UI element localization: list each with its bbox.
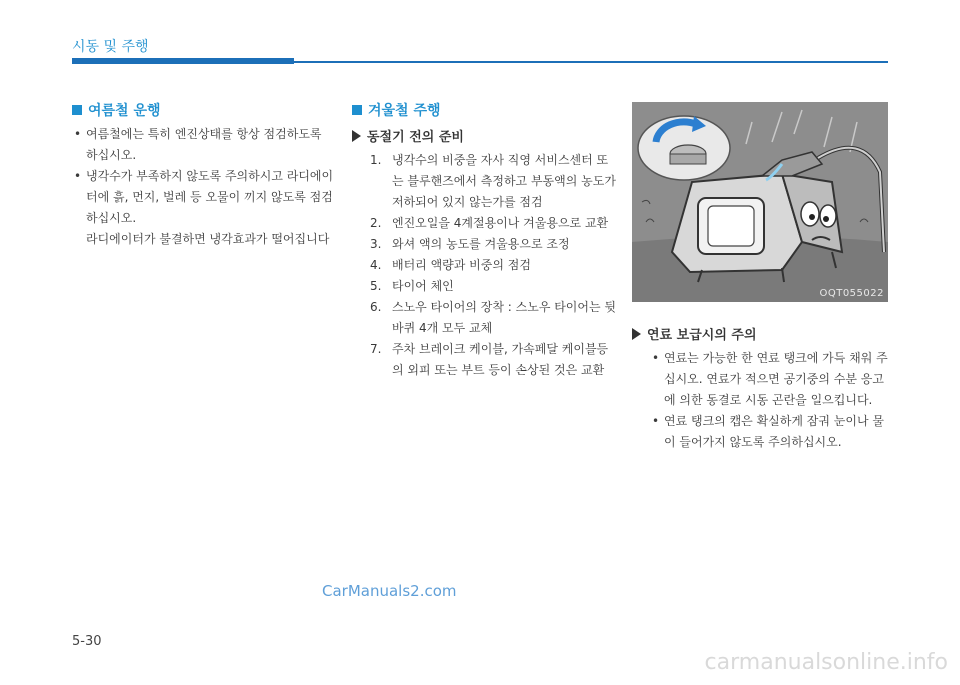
numbered-item: 3. 와셔 액의 농도를 겨울용으로 조정 (370, 237, 570, 251)
list-item: • 여름철에는 특히 엔진상태를 항상 점검하도록 하십시오. (74, 127, 322, 162)
fuel-subheading: 연료 보급시의 주의 (632, 324, 757, 343)
footer-watermark: carmanualsonline.info (704, 650, 948, 675)
figure-code: OQT055022 (819, 288, 884, 299)
list-item: • 냉각수가 부족하지 않도록 주의하시고 라디에이터에 흙, 먼지, 벌레 등 오물이 끼지 않도록 점검하십시오. (74, 169, 334, 225)
numbered-item: 5. 타이어 체인 (370, 279, 454, 293)
numbered-item: 2. 엔진오일을 4계절용이나 겨울용으로 교환 (370, 216, 609, 230)
winter-heading: 겨울철 주행 (352, 100, 441, 120)
numbered-item: 1. 냉각수의 비중을 자사 직영 서비스센터 또는 블루핸즈에서 측정하고 부동액의 농도가 저하되어 있지 않는가를 점검 (370, 153, 616, 209)
numbered-item: 4. 배터리 액량과 비중의 점검 (370, 258, 531, 272)
summer-note: 라디에이터가 불결하면 냉각효과가 떨어집니다 (86, 232, 330, 246)
header-bar-light (294, 61, 888, 63)
numbered-item: 6. 스노우 타이어의 장착 : 스노우 타이어는 뒷바퀴 4개 모두 교체 (370, 300, 616, 335)
fuel-tank-drawing (632, 102, 888, 302)
square-bullet-icon (352, 105, 362, 115)
summer-content (72, 124, 334, 250)
list-item: • 연료는 가능한 한 연료 탱크에 가득 채워 주십시오. 연료가 적으면 공기중의 수분 응고에 의한 동결로 시동 곤란을 일으킵니다. (652, 351, 888, 407)
watermark-link[interactable]: CarManuals2.com (322, 582, 457, 600)
winter-subheading: 동절기 전의 준비 (352, 126, 464, 145)
fuel-content (650, 348, 890, 453)
fuel-tank-illustration (632, 102, 888, 302)
summer-heading: 여름철 운행 (72, 100, 161, 120)
winter-list (370, 150, 618, 381)
page-number: 5-30 (72, 634, 102, 649)
header-title: 시동 및 주행 (72, 39, 149, 55)
header-bar-dark (72, 58, 294, 64)
numbered-item: 7. 주차 브레이크 케이블, 가속페달 케이블등의 외피 또는 부트 등이 손상된 것은 교환 (370, 342, 609, 377)
square-bullet-icon (72, 105, 82, 115)
triangle-bullet-icon (632, 328, 641, 340)
triangle-bullet-icon (352, 130, 361, 142)
list-item: • 연료 탱크의 캡은 확실하게 잠궈 눈이나 물이 들어가지 않도록 주의하십시오. (652, 414, 884, 449)
